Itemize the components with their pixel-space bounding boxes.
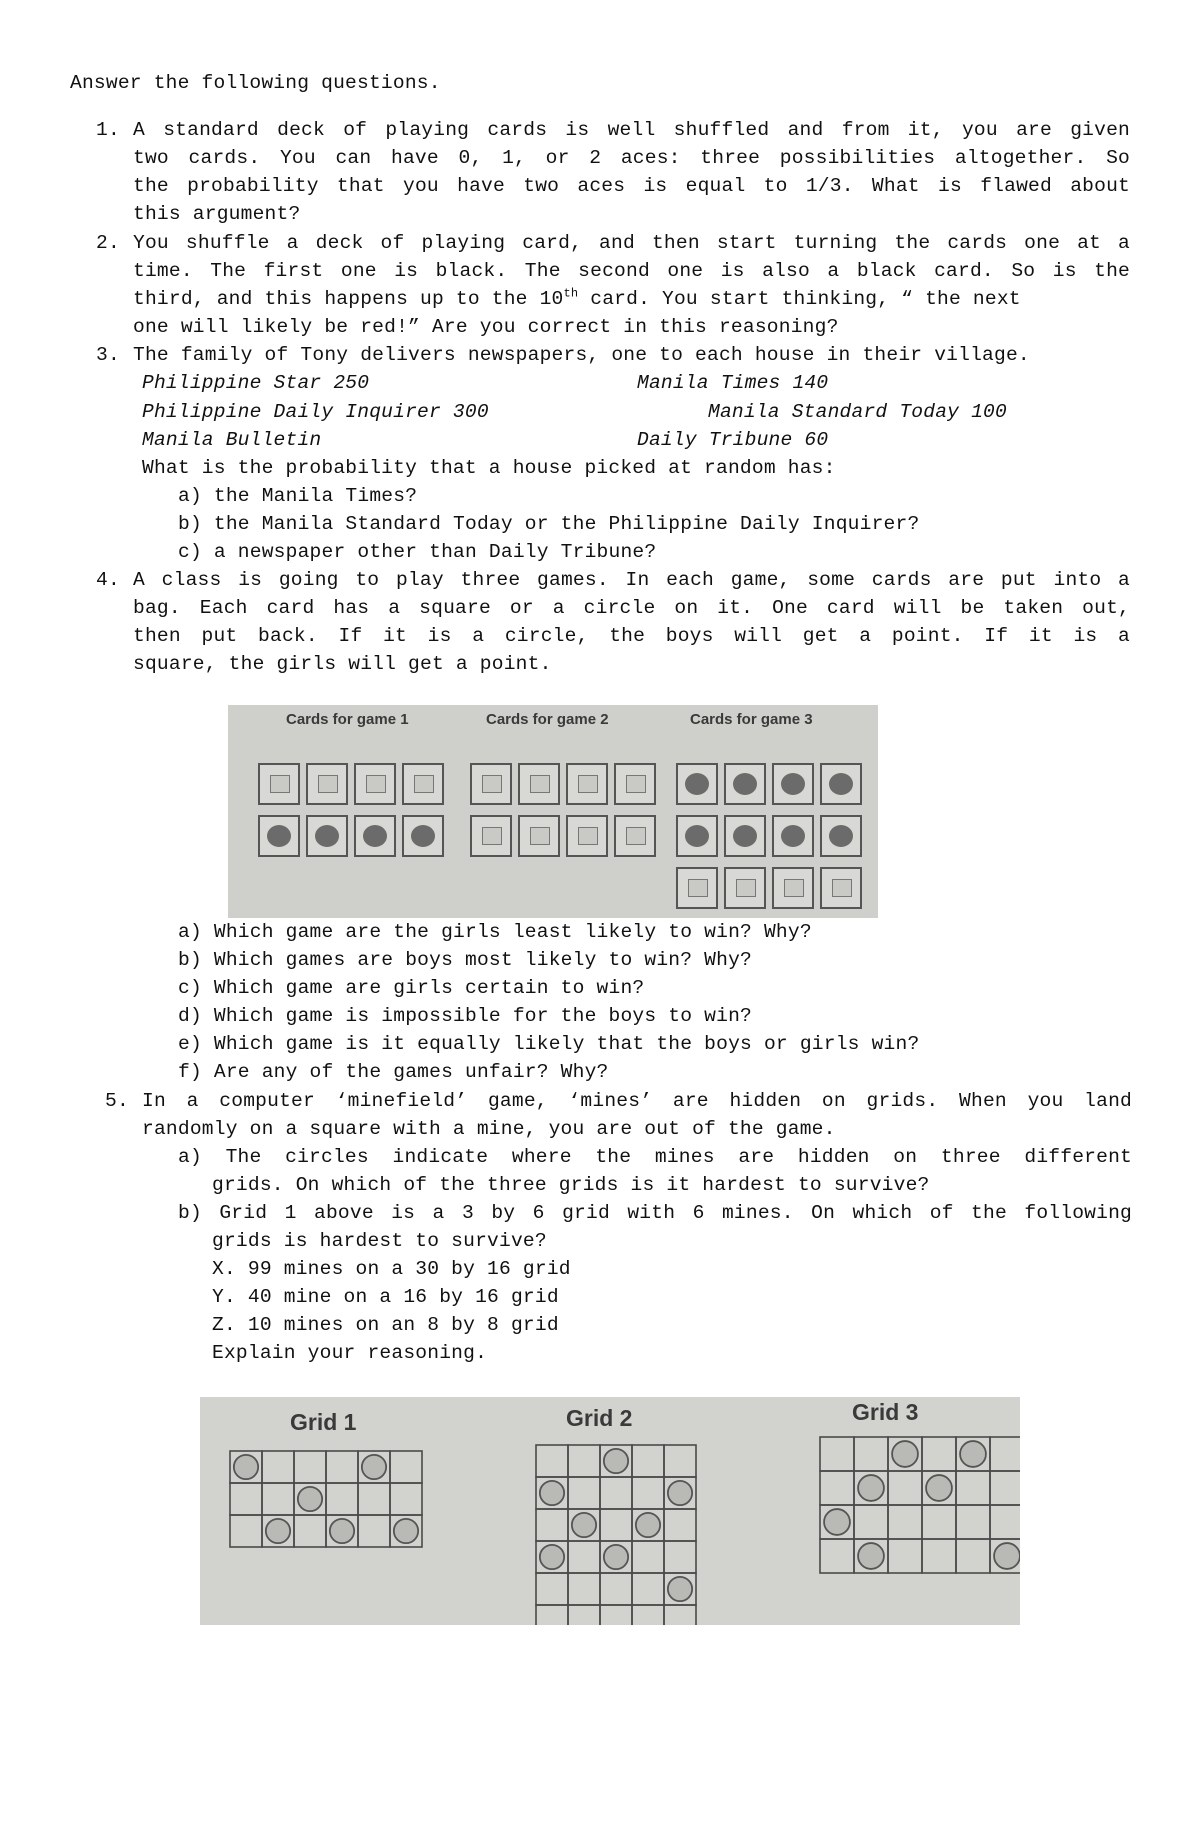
grid-cell	[230, 1515, 262, 1547]
q4-part: c) Which game are girls certain to win?	[178, 977, 645, 999]
grid-cell	[536, 1445, 568, 1477]
grid-cell	[358, 1515, 390, 1547]
game-2-card-square	[470, 815, 512, 857]
grid-cell	[568, 1477, 600, 1509]
grid-cell	[536, 1605, 568, 1625]
mine-circle	[604, 1545, 628, 1569]
mine-circle	[668, 1481, 692, 1505]
grid-cell	[294, 1451, 326, 1483]
mine-circle	[960, 1441, 986, 1467]
mine-circle	[824, 1509, 850, 1535]
circle-symbol	[733, 825, 757, 847]
grid-cell	[568, 1605, 600, 1625]
mine-circle	[540, 1481, 564, 1505]
q2-line: one will likely be red!” Are you correct in this reasoning?	[133, 316, 839, 338]
q1-line: the probability that you have two aces is equal to 1/3. What is flawed about	[133, 175, 1130, 197]
grid-2	[536, 1445, 696, 1625]
newspaper-entry: Manila Times 140	[637, 372, 829, 394]
grid-cell	[358, 1483, 390, 1515]
game-3-card-square	[820, 867, 862, 909]
grid-cell	[664, 1445, 696, 1477]
mine-circle	[604, 1449, 628, 1473]
grid-3	[820, 1437, 1020, 1573]
game-2-card-square	[614, 815, 656, 857]
q4-line: A class is going to play three games. In each game, some cards are put into a	[133, 569, 1130, 591]
square-symbol	[414, 775, 434, 793]
q2-line: You shuffle a deck of playing card, and then start turning the cards one at a	[133, 232, 1130, 254]
circle-symbol	[685, 825, 709, 847]
q1-line: two cards. You can have 0, 1, or 2 aces: three possibilities altogether. So	[133, 147, 1130, 169]
square-symbol	[578, 827, 598, 845]
q5-line: In a computer ‘minefield’ game, ‘mines’ are hidden on grids. When you land	[142, 1090, 1132, 1112]
mine-circle	[858, 1543, 884, 1569]
minefield-grids-figure	[200, 1397, 1020, 1625]
square-symbol	[578, 775, 598, 793]
grid-cell	[390, 1451, 422, 1483]
q5-explain: Explain your reasoning.	[212, 1342, 488, 1364]
newspaper-entry: Manila Bulletin	[142, 429, 322, 451]
q3-number: 3.	[96, 344, 120, 366]
mine-circle	[362, 1455, 386, 1479]
grid-cell	[632, 1605, 664, 1625]
game-2-card-square	[566, 815, 608, 857]
grid-cell	[632, 1573, 664, 1605]
square-symbol	[482, 775, 502, 793]
q4-number: 4.	[96, 569, 120, 591]
game-3-card-circle	[820, 815, 862, 857]
game-3-card-circle	[820, 763, 862, 805]
grid-cell	[990, 1437, 1020, 1471]
game-3-card-square	[724, 867, 766, 909]
game-2-card-square	[518, 815, 560, 857]
q5-option-y: Y. 40 mine on a 16 by 16 grid	[212, 1286, 559, 1308]
grid-cell	[632, 1541, 664, 1573]
game-1-card-square	[402, 763, 444, 805]
grid-3-label: Grid 3	[852, 1399, 919, 1425]
newspaper-entry: Philippine Daily Inquirer 300	[142, 401, 489, 423]
game-3-card-circle	[772, 763, 814, 805]
square-symbol	[482, 827, 502, 845]
superscript-th: th	[563, 286, 579, 301]
grid-cell	[888, 1539, 922, 1573]
game-3-card-circle	[724, 763, 766, 805]
mine-circle	[394, 1519, 418, 1543]
grid-cell	[922, 1505, 956, 1539]
grid-cell	[568, 1541, 600, 1573]
q3-question: What is the probability that a house picked at random has:	[142, 457, 836, 479]
mine-circle	[636, 1513, 660, 1537]
grid-cell	[390, 1483, 422, 1515]
grid-cell	[262, 1483, 294, 1515]
square-symbol	[832, 879, 852, 897]
grid-cell	[600, 1477, 632, 1509]
q4-part: d) Which game is impossible for the boys to win?	[178, 1005, 752, 1027]
minefield-grids	[200, 1397, 1020, 1625]
q5-line: randomly on a square with a mine, you are out of the game.	[142, 1118, 836, 1140]
game-3-card-circle	[676, 815, 718, 857]
cards-caption-game-3: Cards for game 3	[690, 711, 813, 728]
square-symbol	[736, 879, 756, 897]
game-2-card-square	[614, 763, 656, 805]
grid-cell	[536, 1573, 568, 1605]
q2-line-3: third, and this happens up to the 10th card. You start thinking, “ the next	[133, 286, 1021, 310]
mine-circle	[298, 1487, 322, 1511]
game-1-card-square	[306, 763, 348, 805]
q5-option-x: X. 99 mines on a 30 by 16 grid	[212, 1258, 571, 1280]
grid-cell	[326, 1483, 358, 1515]
game-3-card-circle	[724, 815, 766, 857]
grid-cell	[854, 1505, 888, 1539]
q5-part-b: b) Grid 1 above is a 3 by 6 grid with 6 mines. On which of the following	[178, 1202, 1132, 1224]
circle-symbol	[829, 773, 853, 795]
grid-cell	[922, 1539, 956, 1573]
square-symbol	[626, 827, 646, 845]
game-3-card-square	[772, 867, 814, 909]
grid-cell	[990, 1505, 1020, 1539]
q3-stem: The family of Tony delivers newspapers, one to each house in their village.	[133, 344, 1030, 366]
square-symbol	[366, 775, 386, 793]
grid-cell	[888, 1471, 922, 1505]
q2-line: time. The first one is black. The second one is also a black card. So is the	[133, 260, 1130, 282]
circle-symbol	[315, 825, 339, 847]
mine-circle	[540, 1545, 564, 1569]
q1-number: 1.	[96, 119, 120, 141]
mine-circle	[994, 1543, 1020, 1569]
circle-symbol	[267, 825, 291, 847]
grid-cell	[664, 1509, 696, 1541]
grid-cell	[820, 1471, 854, 1505]
grid-cell	[600, 1509, 632, 1541]
game-1-card-circle	[258, 815, 300, 857]
q5-part-a: a) The circles indicate where the mines are hidden on three different	[178, 1146, 1132, 1168]
q3-part: c) a newspaper other than Daily Tribune?	[178, 541, 657, 563]
game-1-card-circle	[354, 815, 396, 857]
grid-cell	[956, 1539, 990, 1573]
newspaper-entry: Manila Standard Today 100	[708, 401, 1007, 423]
grid-cell	[632, 1445, 664, 1477]
circle-symbol	[781, 825, 805, 847]
circle-symbol	[411, 825, 435, 847]
mine-circle	[234, 1455, 258, 1479]
grid-cell	[990, 1471, 1020, 1505]
mine-circle	[572, 1513, 596, 1537]
grid-cell	[956, 1471, 990, 1505]
q4-line: square, the girls will get a point.	[133, 653, 552, 675]
game-2-card-square	[470, 763, 512, 805]
grid-cell	[956, 1505, 990, 1539]
grid-cell	[664, 1605, 696, 1625]
q5-option-z: Z. 10 mines on an 8 by 8 grid	[212, 1314, 559, 1336]
game-1-card-square	[354, 763, 396, 805]
q4-part: f) Are any of the games unfair? Why?	[178, 1061, 609, 1083]
grid-cell	[536, 1509, 568, 1541]
grid-cell	[664, 1541, 696, 1573]
q2-number: 2.	[96, 232, 120, 254]
square-symbol	[784, 879, 804, 897]
newspaper-entry: Philippine Star 250	[142, 372, 370, 394]
instructions: Answer the following questions.	[70, 72, 441, 94]
game-2-card-square	[518, 763, 560, 805]
q4-line: bag. Each card has a square or a circle on it. One card will be taken out,	[133, 597, 1130, 619]
grid-cell	[600, 1605, 632, 1625]
circle-symbol	[781, 773, 805, 795]
mine-circle	[266, 1519, 290, 1543]
square-symbol	[318, 775, 338, 793]
mine-circle	[330, 1519, 354, 1543]
mine-circle	[668, 1577, 692, 1601]
square-symbol	[688, 879, 708, 897]
grid-cell	[230, 1483, 262, 1515]
grid-cell	[922, 1437, 956, 1471]
cards-figure	[228, 705, 878, 918]
game-2-card-square	[566, 763, 608, 805]
grid-cell	[632, 1477, 664, 1509]
grid-cell	[888, 1505, 922, 1539]
q4-part: b) Which games are boys most likely to win? Why?	[178, 949, 752, 971]
cards-caption-game-2: Cards for game 2	[486, 711, 609, 728]
square-symbol	[530, 775, 550, 793]
circle-symbol	[363, 825, 387, 847]
game-3-card-square	[676, 867, 718, 909]
game-1-card-circle	[306, 815, 348, 857]
game-1-card-circle	[402, 815, 444, 857]
grid-cell	[326, 1451, 358, 1483]
game-3-card-circle	[676, 763, 718, 805]
q5-number: 5.	[105, 1090, 129, 1112]
game-1-card-square	[258, 763, 300, 805]
grid-2-label: Grid 2	[566, 1405, 633, 1431]
q3-part: a) the Manila Times?	[178, 485, 418, 507]
q5-part-a: grids. On which of the three grids is it hardest to survive?	[212, 1174, 930, 1196]
game-3-card-circle	[772, 815, 814, 857]
grid-cell	[820, 1539, 854, 1573]
mine-circle	[858, 1475, 884, 1501]
grid-1	[230, 1451, 422, 1547]
q5-part-b: grids is hardest to survive?	[212, 1230, 547, 1252]
grid-cell	[568, 1573, 600, 1605]
grid-cell	[854, 1437, 888, 1471]
grid-cell	[600, 1573, 632, 1605]
square-symbol	[270, 775, 290, 793]
circle-symbol	[829, 825, 853, 847]
mine-circle	[892, 1441, 918, 1467]
circle-symbol	[733, 773, 757, 795]
circle-symbol	[685, 773, 709, 795]
grid-cell	[262, 1451, 294, 1483]
q4-part: a) Which game are the girls least likely to win? Why?	[178, 921, 812, 943]
square-symbol	[626, 775, 646, 793]
q3-part: b) the Manila Standard Today or the Philippine Daily Inquirer?	[178, 513, 920, 535]
q1-line: A standard deck of playing cards is well shuffled and from it, you are given	[133, 119, 1130, 141]
q4-line: then put back. If it is a circle, the boys will get a point. If it is a	[133, 625, 1130, 647]
grid-1-label: Grid 1	[290, 1409, 357, 1435]
mine-circle	[926, 1475, 952, 1501]
grid-cell	[294, 1515, 326, 1547]
q4-part: e) Which game is it equally likely that the boys or girls win?	[178, 1033, 920, 1055]
grid-cell	[820, 1437, 854, 1471]
q1-line: this argument?	[133, 203, 301, 225]
newspaper-entry: Daily Tribune 60	[637, 429, 829, 451]
cards-caption-game-1: Cards for game 1	[286, 711, 409, 728]
square-symbol	[530, 827, 550, 845]
grid-cell	[568, 1445, 600, 1477]
